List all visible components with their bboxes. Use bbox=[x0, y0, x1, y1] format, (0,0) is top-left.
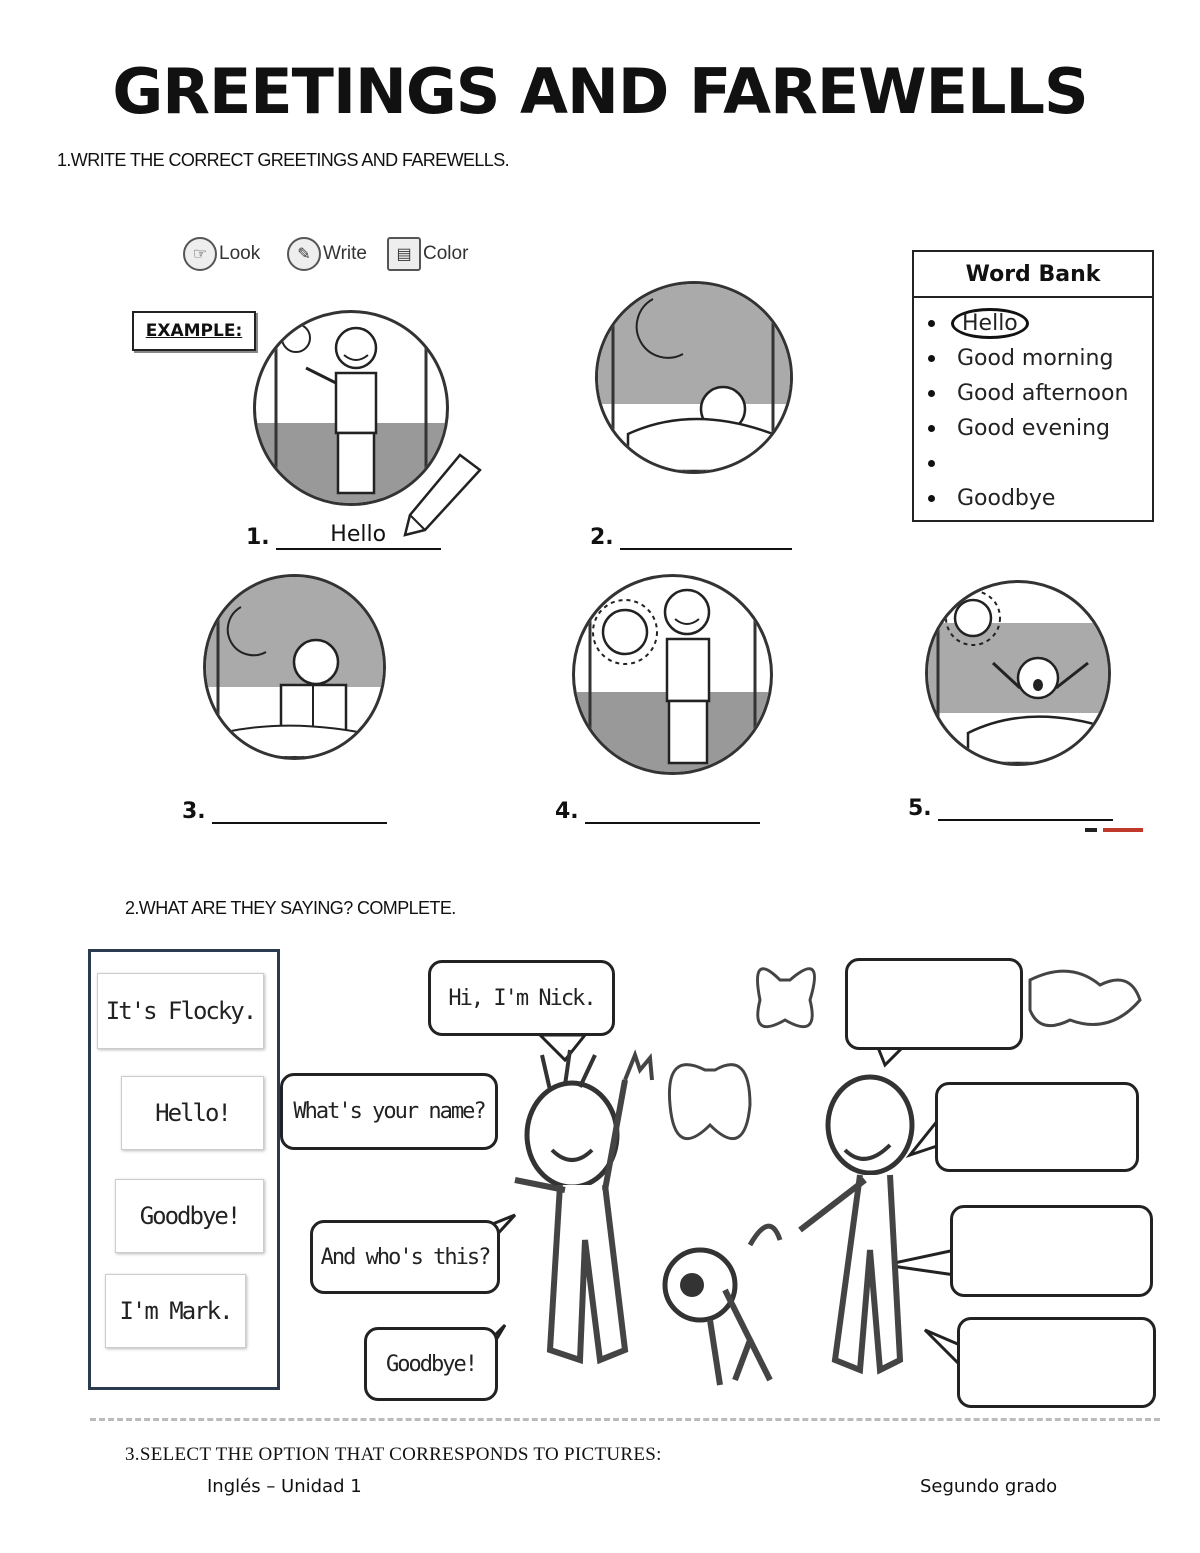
page-title: GREETINGS AND FAREWELLS bbox=[112, 55, 1088, 128]
word-bank bbox=[912, 250, 1154, 522]
legend-write-label: Write bbox=[323, 243, 367, 264]
word-bank-item: Good evening bbox=[928, 411, 1152, 446]
legend-color-label: Color bbox=[423, 243, 469, 264]
answer-line-3 bbox=[182, 796, 387, 824]
answer-field[interactable] bbox=[620, 522, 792, 550]
answer-bubble[interactable] bbox=[845, 958, 1023, 1050]
footer-right: Segundo grado bbox=[920, 1476, 1058, 1497]
answer-field[interactable]: Hello bbox=[276, 522, 441, 550]
word-bank-title: Word Bank bbox=[914, 252, 1152, 298]
answer-field[interactable] bbox=[585, 796, 760, 824]
speech-bubble: What's your name? bbox=[280, 1073, 498, 1150]
word-bank-item: Hello bbox=[928, 306, 1152, 341]
divider bbox=[90, 1418, 1160, 1421]
speech-bubble: And who's this? bbox=[310, 1220, 500, 1294]
word-bank-item bbox=[928, 446, 1152, 481]
option-item[interactable]: Hello! bbox=[121, 1076, 264, 1150]
word-bank-item: Goodbye bbox=[928, 481, 1152, 516]
option-item[interactable]: Goodbye! bbox=[115, 1179, 264, 1253]
item-number: 1. bbox=[246, 525, 270, 550]
item-number: 5. bbox=[908, 796, 932, 821]
picture-morning-wakeup bbox=[925, 580, 1111, 766]
picture-day-standing bbox=[572, 574, 773, 775]
item-number: 4. bbox=[555, 799, 579, 824]
picture-night-bed bbox=[595, 281, 793, 474]
legend-write bbox=[287, 237, 367, 271]
footer-left: Inglés – Unidad 1 bbox=[207, 1476, 362, 1497]
legend-look-label: Look bbox=[219, 243, 261, 264]
section3-heading: 3.SELECT THE OPTION THAT CORRESPONDS TO PICTURES: bbox=[125, 1444, 662, 1465]
answer-line-4 bbox=[555, 796, 760, 824]
section2-heading: 2.WHAT ARE THEY SAYING? COMPLETE. bbox=[125, 898, 456, 918]
item-number: 3. bbox=[182, 799, 206, 824]
decorative-dash bbox=[1085, 828, 1143, 832]
color-icon: ▤ bbox=[387, 237, 421, 271]
answer-field[interactable] bbox=[938, 793, 1113, 821]
speech-bubble: Goodbye! bbox=[364, 1327, 498, 1401]
item-number: 2. bbox=[590, 525, 614, 550]
example-label: EXAMPLE: bbox=[132, 311, 256, 351]
word-bank-item: Good afternoon bbox=[928, 376, 1152, 411]
look-icon: ☞ bbox=[183, 237, 217, 271]
answer-bubble[interactable] bbox=[935, 1082, 1139, 1172]
write-icon: ✎ bbox=[287, 237, 321, 271]
answer-bubble[interactable] bbox=[950, 1205, 1153, 1297]
section1-heading: 1.WRITE THE CORRECT GREETINGS AND FAREWELLS. bbox=[57, 150, 510, 170]
legend-color bbox=[387, 237, 468, 271]
answer-line-1 bbox=[246, 522, 441, 550]
option-item[interactable]: It's Flocky. bbox=[97, 973, 264, 1049]
answer-bubble[interactable] bbox=[957, 1317, 1156, 1408]
word-bank-item: Good morning bbox=[928, 341, 1152, 376]
answer-line-2 bbox=[590, 522, 792, 550]
answer-line-5 bbox=[908, 793, 1113, 821]
option-item[interactable]: I'm Mark. bbox=[105, 1274, 246, 1348]
legend-look bbox=[183, 237, 260, 271]
answer-field[interactable] bbox=[212, 796, 387, 824]
speech-bubble: Hi, I'm Nick. bbox=[428, 960, 615, 1036]
picture-night-reading bbox=[203, 574, 386, 760]
